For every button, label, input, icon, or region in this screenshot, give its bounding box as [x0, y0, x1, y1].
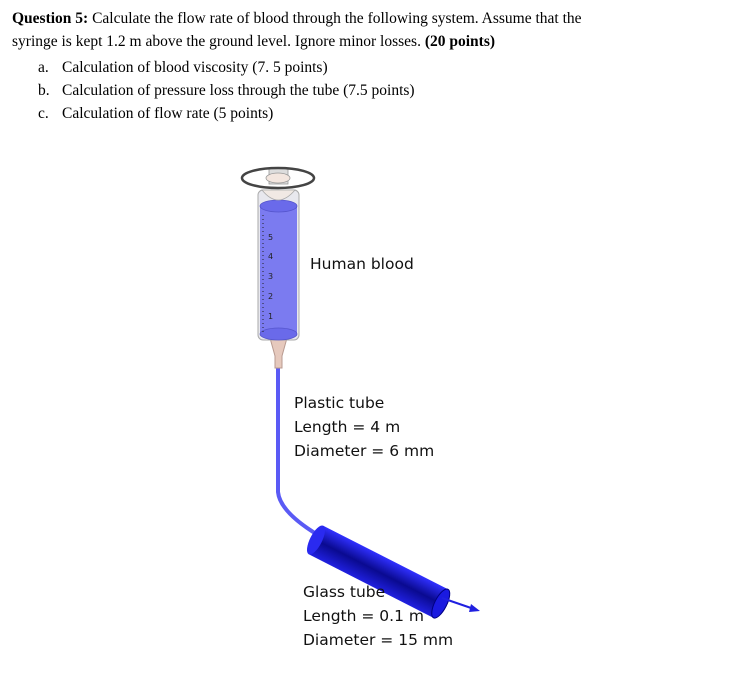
question-text-2: syringe is kept 1.2 m above the ground level. Ignore minor losses.: [12, 33, 425, 50]
plastic-tube-title: Plastic tube: [294, 394, 385, 412]
question-text-1: Calculate the flow rate of blood through the following system. Assume that the: [88, 10, 582, 27]
item-a-text: Calculation of blood viscosity (7. 5 points): [62, 59, 328, 76]
scale-1: 1: [268, 312, 274, 321]
item-c-letter: c.: [38, 105, 49, 122]
scale-4: 4: [268, 252, 274, 261]
question-number: Question 5:: [12, 10, 89, 27]
arrow-head-icon: [469, 604, 480, 612]
item-b-letter: b.: [38, 82, 50, 99]
scale-3: 3: [268, 272, 274, 281]
plastic-tube-diameter: Diameter = 6 mm: [294, 442, 435, 460]
glass-tube-title: Glass tube: [303, 583, 386, 601]
scale-2: 2: [268, 292, 274, 301]
question-points: (20 points): [424, 33, 496, 50]
item-a-letter: a.: [38, 59, 49, 76]
scale-5: 5: [268, 233, 274, 242]
glass-tube-diameter: Diameter = 15 mm: [303, 631, 454, 649]
item-c-text: Calculation of flow rate (5 points): [62, 105, 274, 122]
syringe-nozzle: [270, 338, 287, 368]
blood-fill: [260, 206, 297, 334]
syringe-label: Human blood: [310, 255, 414, 273]
item-b-text: Calculation of pressure loss through the tube (7.5 points): [62, 82, 415, 99]
plastic-tube-length: Length = 4 m: [294, 418, 401, 436]
glass-tube-length: Length = 0.1 m: [303, 607, 424, 625]
